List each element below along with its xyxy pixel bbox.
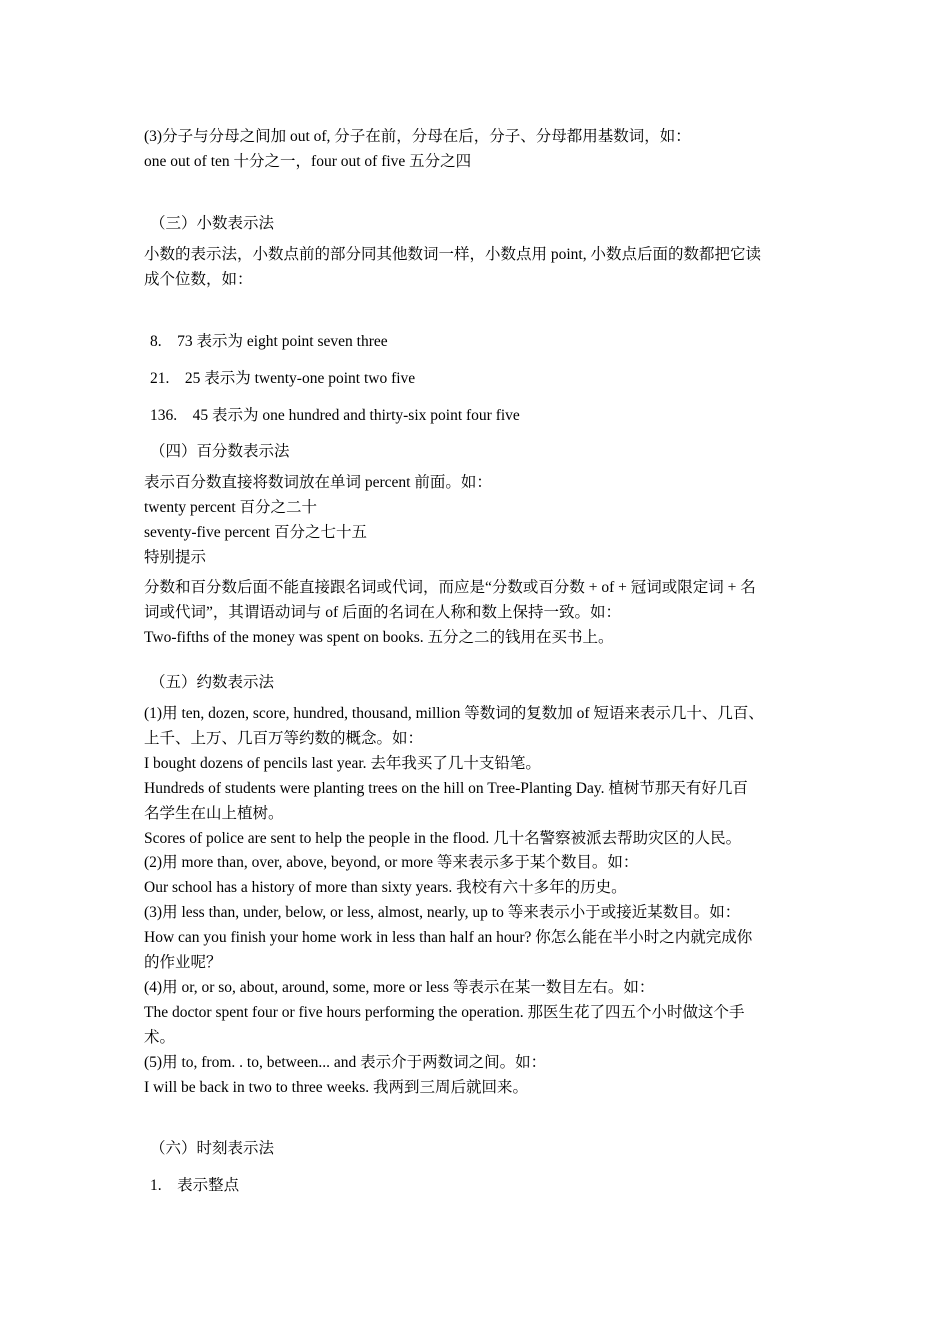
decimal-rule-line1: 小数的表示法，小数点前的部分同其他数词一样，小数点用 point, 小数点后面的数都把它读 <box>144 246 761 263</box>
decimal-example: 21. 25 表示为 twenty-one point two five <box>150 370 416 387</box>
approx-line: Our school has a history of more than sixty years. 我校有六十多年的历史。 <box>144 879 627 896</box>
decimal-rule-line2: 成个位数，如： <box>144 271 253 288</box>
percent-rule: 表示百分数直接将数词放在单词 percent 前面。如： <box>144 474 492 491</box>
percent-example: seventy-five percent 百分之七十五 <box>144 524 367 541</box>
approx-line: The doctor spent four or five hours performing the operation. 那医生花了四五个小时做这个手 <box>144 1004 745 1021</box>
fraction-example: one out of ten 十分之一，four out of five 五分之四 <box>144 153 472 170</box>
section-heading-time: （六）时刻表示法 <box>150 1140 275 1157</box>
approx-line: 的作业呢？ <box>144 954 222 971</box>
decimal-example: 8. 73 表示为 eight point seven three <box>150 333 388 350</box>
section-heading-approx: （五）约数表示法 <box>150 674 275 691</box>
time-item: 1. 表示整点 <box>150 1177 240 1194</box>
section-heading-decimal: （三）小数表示法 <box>150 215 275 232</box>
approx-line: Hundreds of students were planting trees on the hill on Tree-Planting Day. 植树节那天有好几百 <box>144 780 748 797</box>
section-heading-percent: （四）百分数表示法 <box>150 443 290 460</box>
approx-line: 术。 <box>144 1029 176 1046</box>
special-note-line: 分数和百分数后面不能直接跟名词或代词，而应是“分数或百分数 + of + 冠词或限定词 + 名 <box>144 579 756 596</box>
approx-line: (2)用 more than, over, above, beyond, or more 等来表示多于某个数目。如： <box>144 854 639 871</box>
approx-line: (3)用 less than, under, below, or less, almost, nearly, up to 等来表示小于或接近某数目。如： <box>144 904 741 921</box>
special-note-example: Two-fifths of the money was spent on books. 五分之二的钱用在买书上。 <box>144 629 614 646</box>
approx-line: I bought dozens of pencils last year. 去年我买了几十支铅笔。 <box>144 755 541 772</box>
approx-line: Scores of police are sent to help the people in the flood. 几十名警察被派去帮助灾区的人民。 <box>144 830 742 847</box>
approx-line: How can you finish your home work in less than half an hour? 你怎么能在半小时之内就完成你 <box>144 929 753 946</box>
approx-line: (1)用 ten, dozen, score, hundred, thousand, million 等数词的复数加 of 短语来表示几十、几百、 <box>144 705 764 722</box>
approx-line: (4)用 or, or so, about, around, some, more or less 等表示在某一数目左右。如： <box>144 979 655 996</box>
approx-line: 上千、上万、几百万等约数的概念。如： <box>144 730 424 747</box>
fraction-rule-3: (3)分子与分母之间加 out of, 分子在前，分母在后，分子、分母都用基数词，如： <box>144 128 691 145</box>
approx-line: 名学生在山上植树。 <box>144 805 284 822</box>
approx-line: (5)用 to, from. . to, between... and 表示介于两数词之间。如： <box>144 1054 547 1071</box>
special-note-line: 词或代词”，其谓语动词与 of 后面的名词在人称和数上保持一致。如： <box>144 604 622 621</box>
percent-example: twenty percent 百分之二十 <box>144 499 318 516</box>
approx-line: I will be back in two to three weeks. 我两到三周后就回来。 <box>144 1079 528 1096</box>
decimal-example: 136. 45 表示为 one hundred and thirty-six point four five <box>150 407 520 424</box>
special-note-title: 特别提示 <box>144 549 207 566</box>
